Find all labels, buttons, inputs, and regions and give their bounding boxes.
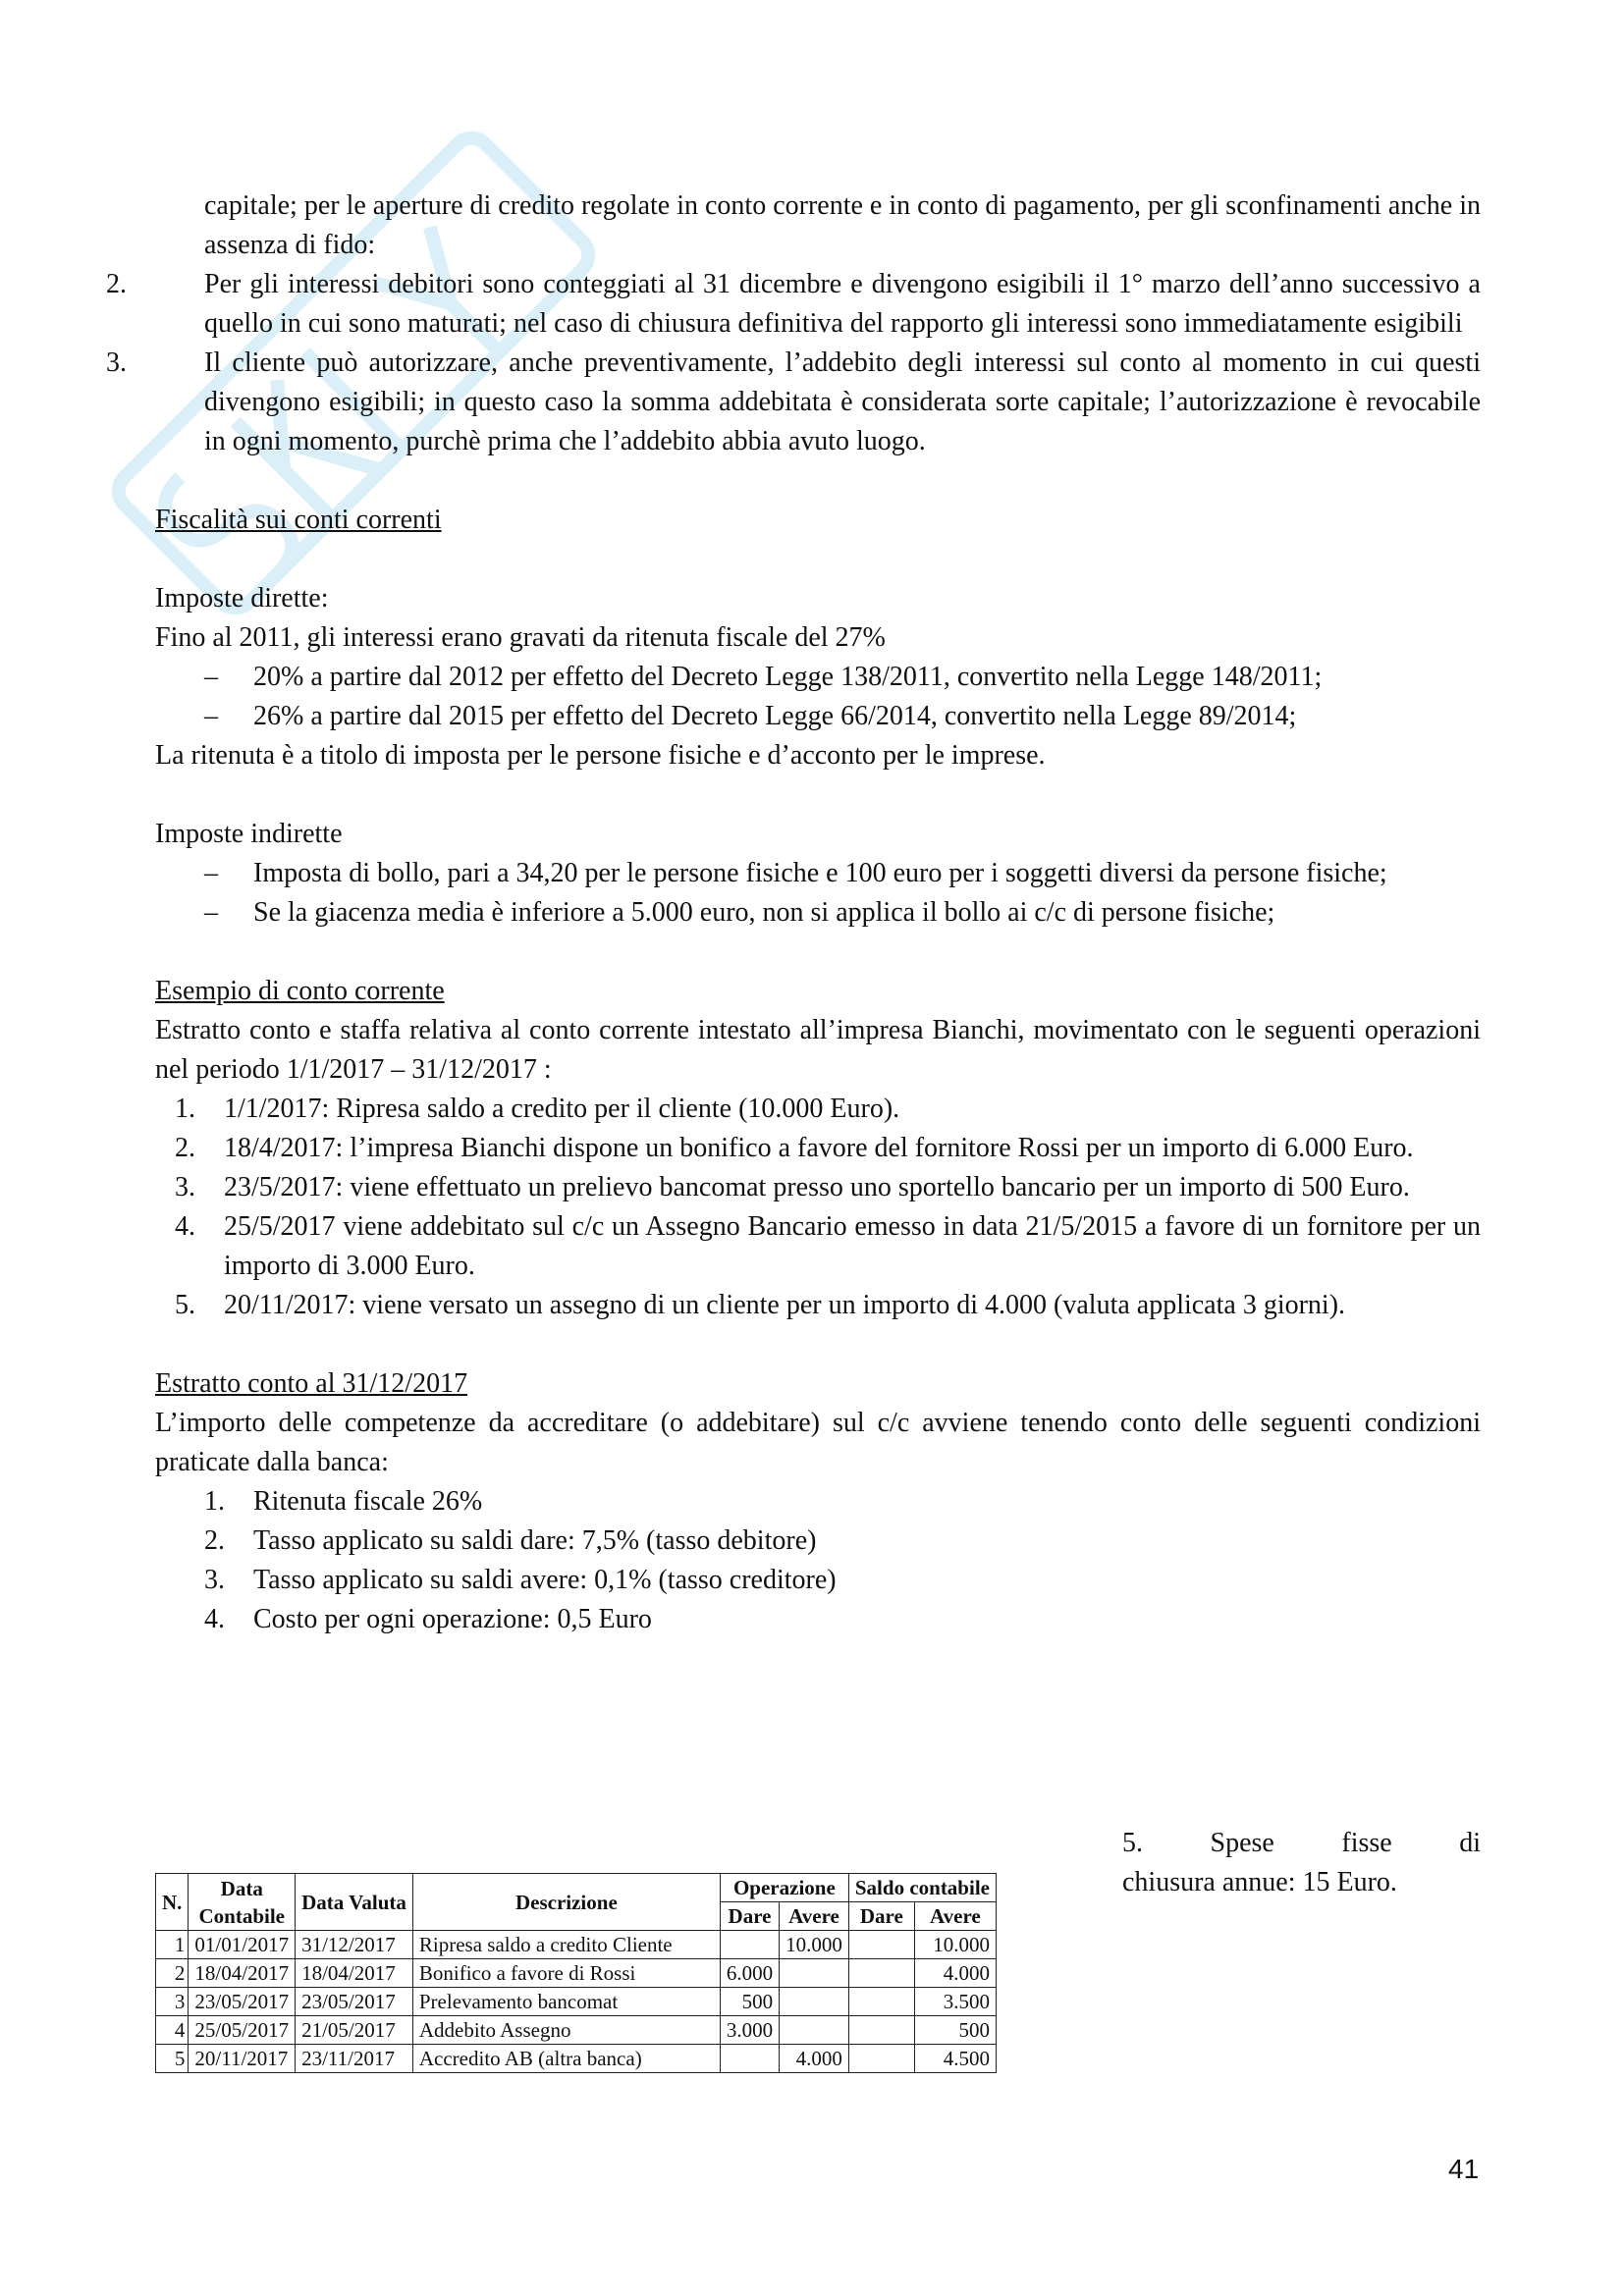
direct-tax-label: Imposte dirette: [155,583,329,614]
col-saldo-avere: Avere [914,1902,996,1931]
list-item: – 20% a partire dal 2012 per effetto del Decreto Legge 138/2011, convertito nella Legge 148/2011; [204,662,1323,692]
section-heading-statement: Estratto conto al 31/12/2017 [155,1368,468,1399]
condition-5-line-1: 5. Spese fisse di [1122,1828,1481,1858]
col-op-dare: Dare [720,1902,779,1931]
list-item: 3. 23/5/2017: viene effettuato un prelievo bancomat presso uno sportello bancario per un importo di 500 Euro. [175,1172,1410,1202]
table-row: 3 23/05/2017 23/05/2017 Prelevamento bancomat 500 3.500 [156,1988,997,2016]
list-item: 5. 20/11/2017: viene versato un assegno di un cliente per un importo di 4.000 (valuta applicata 3 giorni). [175,1290,1346,1320]
ledger-table [155,1873,997,2073]
list-item: 2. Per gli interessi debitori sono conteggiati al 31 dicembre e divengono esigibili il 1° marzo dell’anno successivo a quello in cui sono maturati; nel caso di chiusura definitiva del rapporto gli interessi sono immediatamente esigibili [106,269,1481,339]
condition-5-line-2: chiusura annue: 15 Euro. [1122,1867,1397,1897]
list-item: 2. 18/4/2017: l’impresa Bianchi dispone un bonifico a favore del fornitore Rossi per un importo di 6.000 Euro. [175,1133,1414,1163]
list-item: 3. Tasso applicato su saldi avere: 0,1% (tasso creditore) [204,1565,837,1595]
col-saldo: Saldo contabile [848,1874,996,1902]
list-item: 4. 25/5/2017 viene addebitato sul c/c un Assegno Bancario emesso in data 21/5/2015 a favore di un fornitore per un importo di 3.000 Euro. [175,1211,1481,1281]
direct-tax-intro: Fino al 2011, gli interessi erano gravati da ritenuta fiscale del 27% [155,622,886,653]
table-row: 5 20/11/2017 23/11/2017 Accredito AB (altra banca) 4.000 4.500 [156,2045,997,2073]
list-item: – Imposta di bollo, pari a 34,20 per le persone fisiche e 100 euro per i soggetti diversi da persone fisiche; [204,858,1387,888]
col-saldo-dare: Dare [848,1902,914,1931]
ledger-table-wrapper [155,1873,1098,2073]
col-data-contabile: Data Contabile [189,1874,296,1931]
page-number: 41 [1448,2154,1480,2184]
col-data-valuta: Data Valuta [296,1874,413,1931]
list-item: 2. Tasso applicato su saldi dare: 7,5% (tasso debitore) [204,1525,817,1556]
list-item: 1. 1/1/2017: Ripresa saldo a credito per il cliente (10.000 Euro). [175,1094,900,1124]
section-heading-fiscal: Fiscalità sui conti correnti [155,505,442,535]
statement-intro: L’importo delle competenze da accreditare (o addebitare) sul c/c avviene tenendo conto delle seguenti condizioni praticate dalla banca: [155,1408,1481,1477]
direct-tax-note: La ritenuta è a titolo di imposta per le persone fisiche e d’acconto per le imprese. [155,740,1046,771]
list-item: – 26% a partire dal 2015 per effetto del Decreto Legge 66/2014, convertito nella Legge 89/2014; [204,701,1297,731]
list-item: – Se la giacenza media è inferiore a 5.000 euro, non si applica il bollo ai c/c di persone fisiche; [204,897,1275,928]
list-item: 4. Costo per ogni operazione: 0,5 Euro [204,1604,652,1634]
intro-text: capitale; per le aperture di credito regolate in conto corrente e in conto di pagamento, per gli sconfinamenti anche in assenza di fido: [204,190,1481,260]
table-row: 4 25/05/2017 21/05/2017 Addebito Assegno 3.000 500 [156,2016,997,2045]
document-page [106,187,1481,2070]
indirect-tax-label: Imposte indirette [155,819,343,849]
col-n: N. [156,1874,189,1931]
list-item: 3. Il cliente può autorizzare, anche preventivamente, l’addebito degli interessi sul conto al momento in cui questi divengono esigibili; in questo caso la somma addebitata è considerata sorte capitale; l’autorizzazione è revocabile in ogni momento, purchè prima che l’addebito abbia avuto luogo. [106,347,1481,456]
section-heading-example: Esempio di conto corrente [155,976,445,1006]
col-descrizione: Descrizione [412,1874,720,1931]
col-operazione: Operazione [720,1874,848,1902]
list-item: 1. Ritenuta fiscale 26% [204,1486,483,1517]
example-intro: Estratto conto e staffa relativa al conto corrente intestato all’impresa Bianchi, movimentato con le seguenti operazioni nel periodo 1/1/2017 – 31/12/2017 : [155,1015,1481,1085]
table-row: 1 01/01/2017 31/12/2017 Ripresa saldo a credito Cliente 10.000 10.000 [156,1931,997,1959]
col-op-avere: Avere [780,1902,849,1931]
table-row: 2 18/04/2017 18/04/2017 Bonifico a favore di Rossi 6.000 4.000 [156,1959,997,1988]
